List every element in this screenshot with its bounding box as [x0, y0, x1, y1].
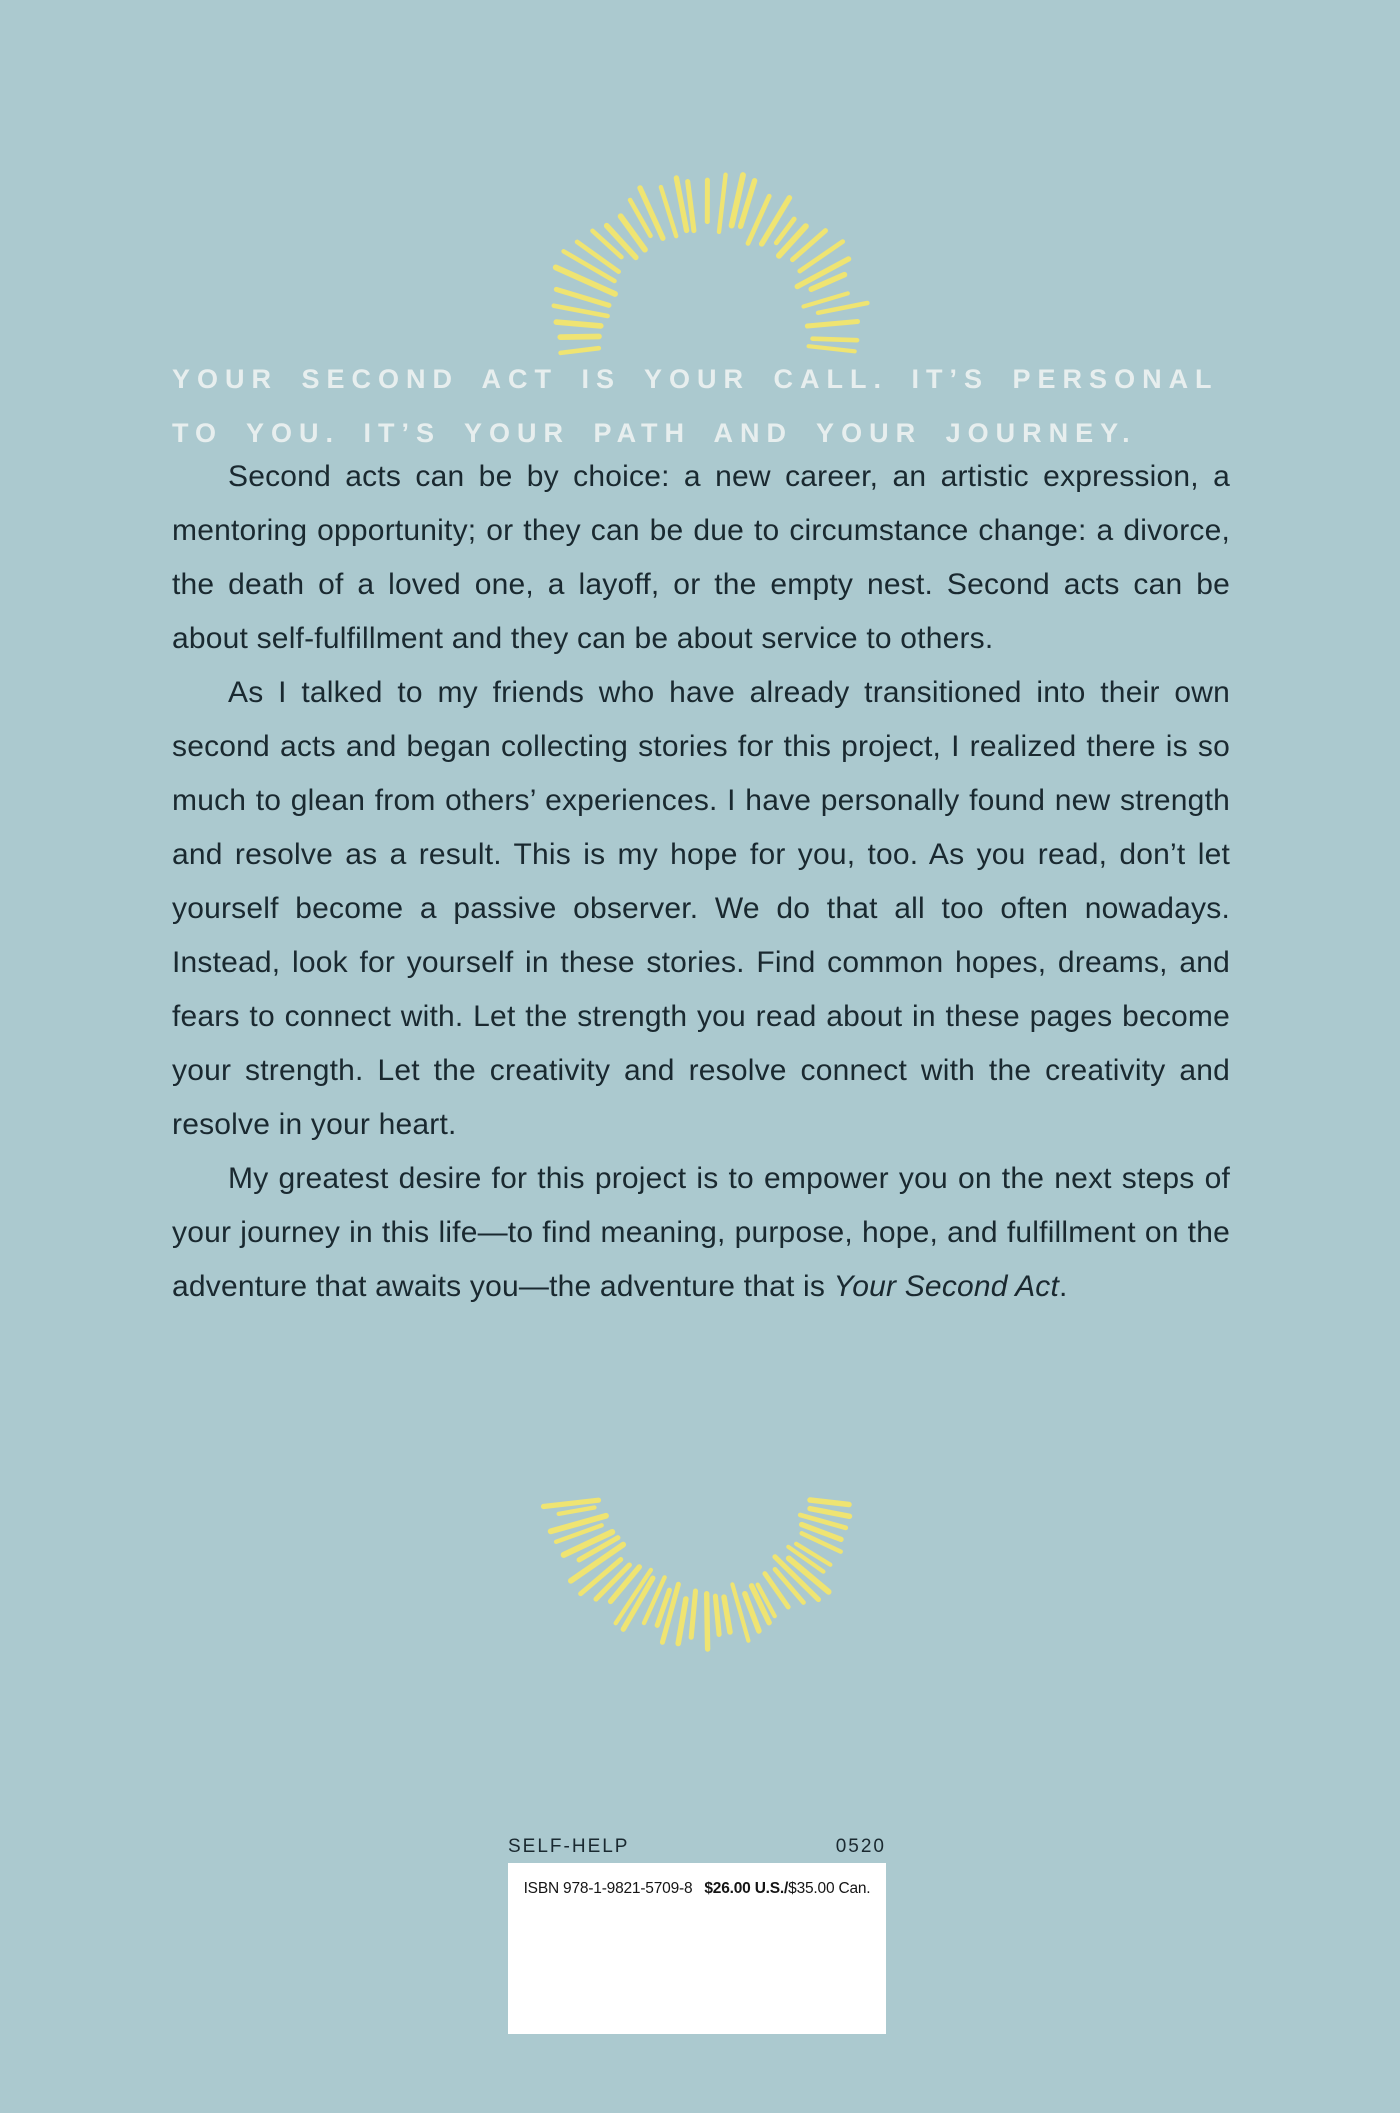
sunburst-ray — [707, 1594, 708, 1649]
sunburst-ray — [715, 1596, 719, 1634]
price-can: $35.00 Can. — [788, 1880, 871, 1897]
sunburst-ray — [678, 1599, 686, 1644]
sunburst-ray — [719, 175, 726, 232]
sunburst-ray — [813, 339, 857, 341]
price-us: $26.00 U.S./ — [704, 1880, 789, 1897]
sunburst-ray — [818, 303, 867, 313]
sunburst-ray — [724, 1597, 730, 1632]
isbn-label: ISBN 978-1-9821-5709-8 — [523, 1880, 693, 1897]
sunburst-top-icon — [530, 152, 875, 342]
print-code: 0520 — [835, 1836, 886, 1857]
price-label — [704, 1880, 870, 1898]
paragraph: Second acts can be by choice: a new career, an artistic expression, a mentoring opportunity; or they can be due to circumstance change: a divorce, the death of a loved one, a layoff, or the empty nest. Second acts can be about self-fulfillment and they can be about service to others. — [172, 460, 1230, 655]
sunburst-ray — [640, 188, 663, 238]
sunburst-ray — [810, 1509, 850, 1517]
barcode-area — [508, 1836, 886, 2034]
cover-quote-headline — [172, 352, 1272, 460]
sunburst-ray — [544, 1500, 599, 1506]
sunburst-ray — [691, 1591, 695, 1637]
headline-line-1: YOUR SECOND ACT IS YOUR CALL. IT’S PERSONAL — [172, 364, 1219, 394]
sunburst-ray — [809, 346, 855, 351]
sunburst-ray — [676, 178, 686, 230]
barcode-box — [508, 1863, 886, 2034]
paragraph: As I talked to my friends who have already transitioned into their own second acts and began collecting stories for this project, I realized there is so much to glean from others’ experiences. I have personally found new strength and resolve as a result. This is my hope for you, too. As you read, don’t let yourself become a passive observer. We do that all too often nowadays. Instead, look for yourself in these stories. Find common hopes, dreams, and fears to connect with. Let the strength you read about in these pages become your strength. Let the creativity and resolve connect with the creativity and resolve in your heart. — [172, 676, 1230, 1141]
sunburst-ray — [810, 1500, 849, 1505]
paragraph: My greatest desire for this project is to empower you on the next steps of your journey in this life—to find meaning, purpose, hope, and fulfillment on the adventure that awaits you—the adventure that is Your Second Act. — [172, 1162, 1230, 1303]
sunburst-ray — [804, 293, 848, 306]
headline-line-2: TO YOU. IT’S YOUR PATH AND YOUR JOURNEY. — [172, 418, 1137, 448]
sunburst-ray — [559, 1508, 595, 1514]
body-copy — [172, 450, 1230, 1314]
sunburst-ray — [807, 322, 857, 327]
sunburst-ray — [688, 182, 694, 231]
sunburst-ray — [554, 306, 608, 316]
sunburst-ray — [556, 289, 609, 305]
category-label: SELF-HELP — [508, 1836, 630, 1857]
sunburst-bottom-icon — [540, 1486, 870, 1666]
sunburst-ray — [560, 337, 599, 338]
barcode-labels-row — [508, 1836, 886, 1858]
sunburst-ray — [556, 322, 601, 326]
sunburst-ray — [661, 187, 676, 236]
isbn-price-line — [508, 1880, 886, 1898]
